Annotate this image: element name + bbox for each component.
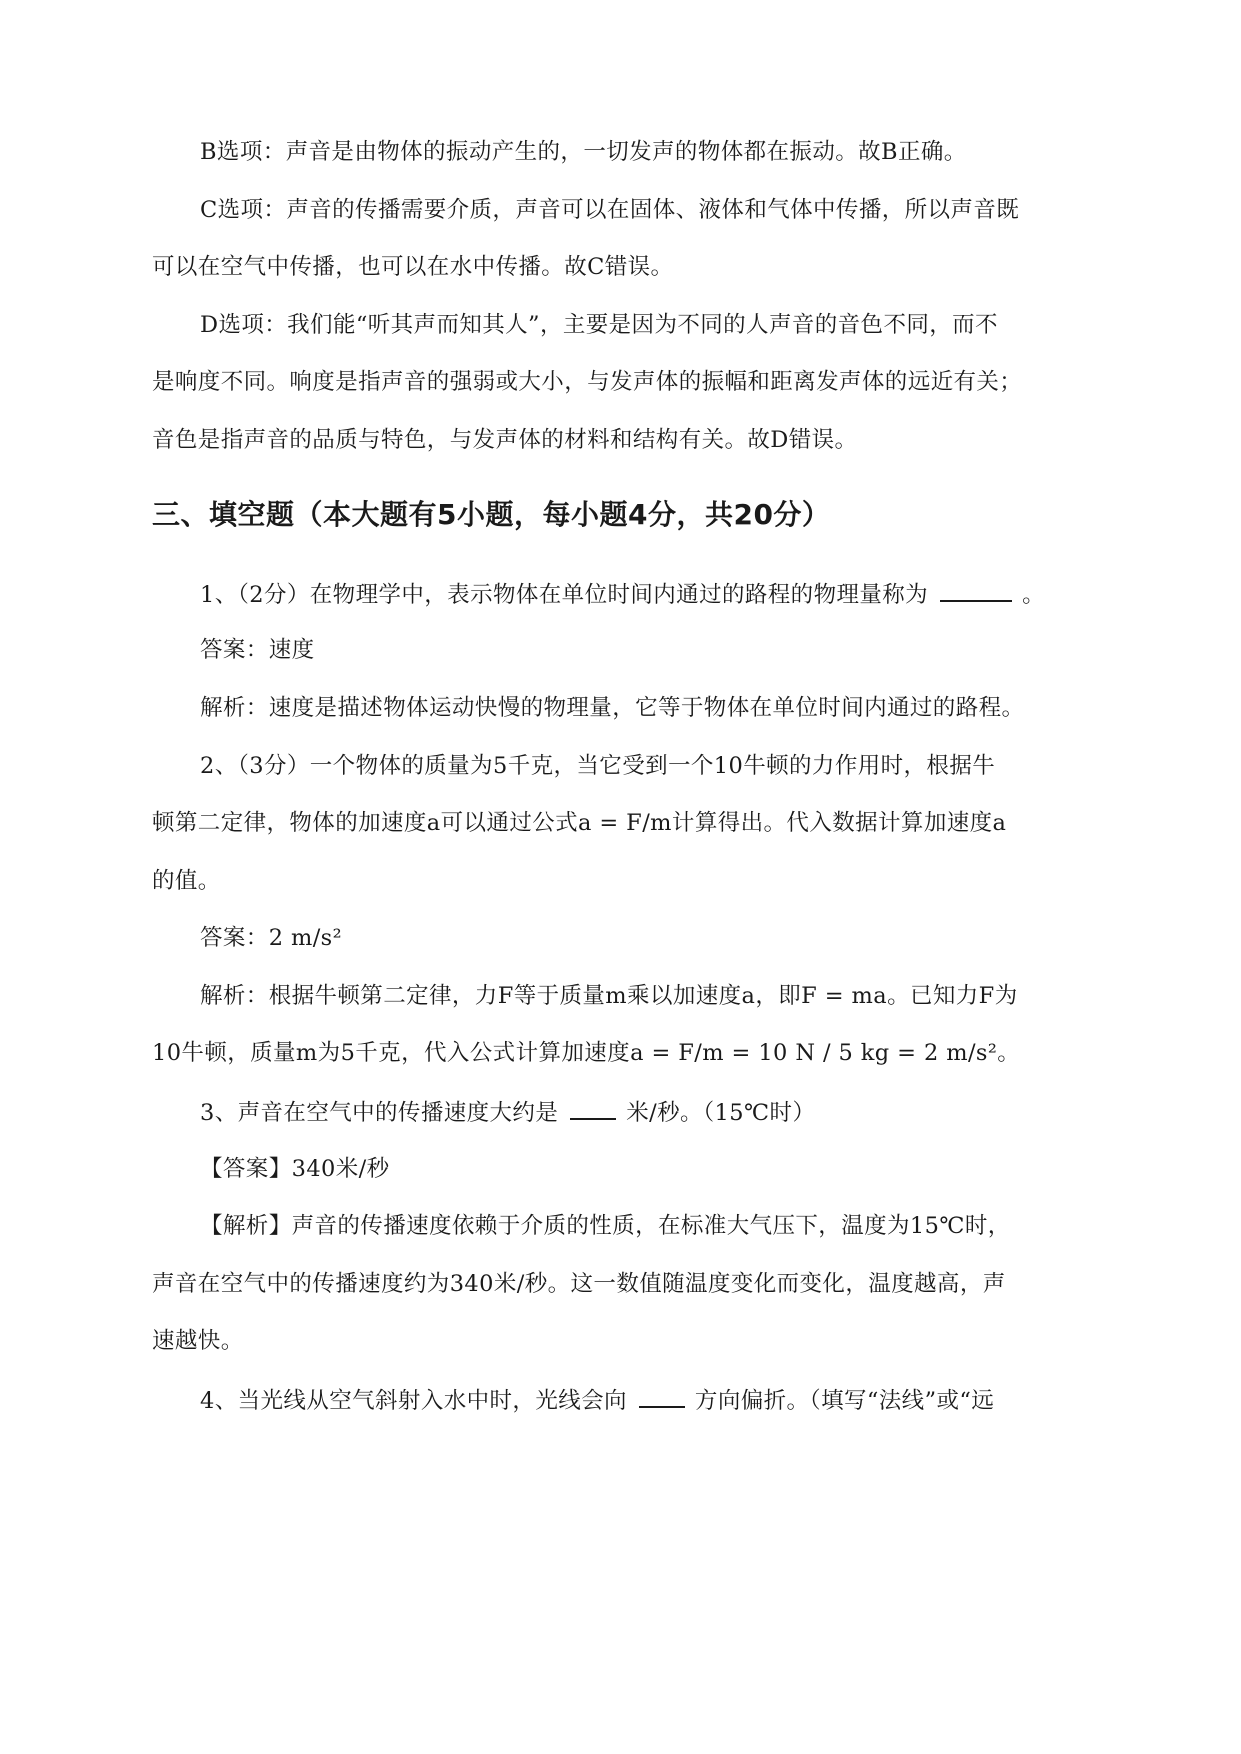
question-3-after-blank: 米/秒。（15℃时） (626, 1100, 816, 1126)
option-d-text-line1: D选项：我们能“听其声而知其人”，主要是因为不同的人声音的音色不同，而不 (200, 312, 998, 338)
question-3-answer: 【答案】340米/秒 (200, 1156, 390, 1182)
question-3-analysis-line3: 速越快。 (152, 1328, 244, 1354)
question-2-analysis-line1: 解析：根据牛顿第二定律，力F等于质量m乘以加速度a，即F = ma。已知力F为 (200, 983, 1018, 1009)
question-3-prompt: 3、声音在空气中的传播速度大约是 (200, 1100, 559, 1126)
option-c-text-line1: C选项：声音的传播需要介质，声音可以在固体、液体和气体中传播，所以声音既 (200, 197, 1020, 223)
question-1-analysis: 解析：速度是描述物体运动快慢的物理量，它等于物体在单位时间内通过的路程。 (200, 695, 1025, 721)
option-d-text-line2: 是响度不同。响度是指声音的强弱或大小，与发声体的振幅和距离发声体的远近有关； (152, 369, 1023, 395)
question-2-answer: 答案：2 m/s² (200, 925, 343, 951)
question-2-line1: 2、（3分）一个物体的质量为5千克，当它受到一个10牛顿的力作用时，根据牛 (200, 753, 996, 779)
question-1-answer: 答案：速度 (200, 637, 315, 663)
question-3-analysis-line1: 【解析】声音的传播速度依赖于介质的性质，在标准大气压下，温度为15℃时， (200, 1213, 1011, 1239)
option-b-text: B选项：声音是由物体的振动产生的，一切发声的物体都在振动。故B正确。 (200, 139, 967, 165)
question-4-after-blank: 方向偏折。（填写“法线”或“远 (694, 1388, 995, 1414)
option-c-text-line2: 可以在空气中传播，也可以在水中传播。故C错误。 (152, 254, 674, 280)
option-d-text-line3: 音色是指声音的品质与特色，与发声体的材料和结构有关。故D错误。 (152, 427, 858, 453)
question-1-after-blank: 。 (1022, 582, 1045, 608)
question-1-prompt: 1、（2分）在物理学中，表示物体在单位时间内通过的路程的物理量称为 (200, 582, 929, 608)
question-3-analysis-line2: 声音在空气中的传播速度约为340米/秒。这一数值随温度变化而变化，温度越高，声 (152, 1271, 1006, 1297)
section-heading: 三、填空题（本大题有5小题，每小题4分，共20分） (152, 498, 831, 531)
question-2-line3: 的值。 (152, 868, 221, 894)
question-1 (200, 578, 1045, 610)
question-4-blank[interactable] (639, 1384, 685, 1408)
question-2-analysis-line2: 10牛顿，质量m为5千克，代入公式计算加速度a = F/m = 10 N / 5 kg = 2 m/s²。 (152, 1040, 1021, 1066)
question-2-line2: 顿第二定律，物体的加速度a可以通过公式a = F/m计算得出。代入数据计算加速度a (152, 810, 1007, 836)
question-4 (200, 1384, 994, 1416)
question-3-blank[interactable] (570, 1096, 616, 1120)
question-3 (200, 1096, 815, 1128)
question-4-prompt: 4、当光线从空气斜射入水中时，光线会向 (200, 1388, 627, 1414)
question-1-blank[interactable] (940, 578, 1012, 602)
